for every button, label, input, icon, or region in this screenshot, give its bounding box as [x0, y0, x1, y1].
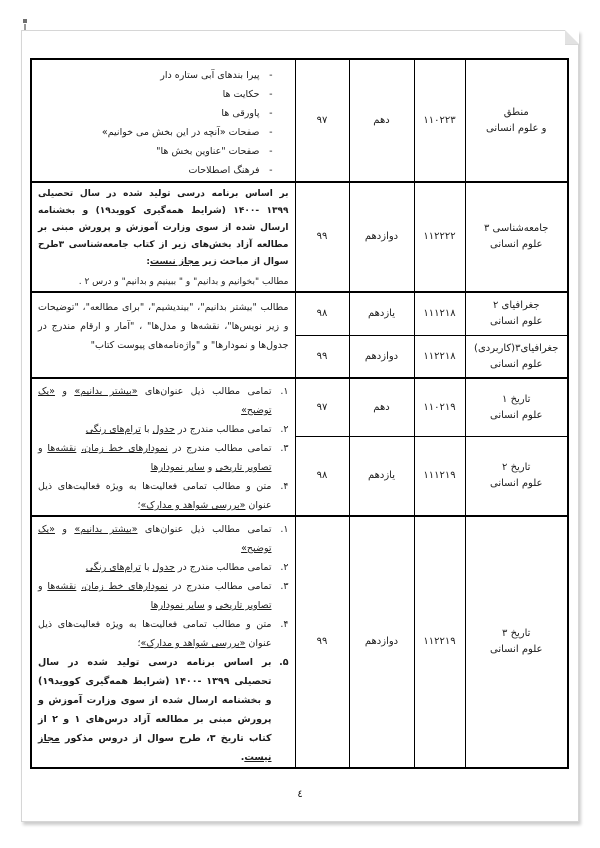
list-item-text: تمامی مطالب مندرج در جدول با ترام‌های رنگی	[85, 424, 272, 435]
list-item	[38, 615, 289, 653]
list-item-text: تمامی مطالب ذیل عنوان‌های «بیشتر بدانیم» و «یک توضیح»	[38, 386, 272, 416]
list-item-text: حکایت ها	[222, 89, 260, 100]
dash-bullet: -	[269, 146, 273, 157]
note-paragraph: مطالب "بخوانیم و بدانیم" و " ببینیم و بدانیم" و درس ۲ .	[78, 277, 289, 287]
table-row-history1	[31, 378, 568, 437]
item-number: ۱.	[280, 386, 289, 397]
dash-bullet: -	[269, 89, 273, 100]
dash-bullet: -	[269, 70, 273, 81]
subject-line: جغرافیای ۲	[492, 300, 540, 311]
content-cell	[31, 292, 295, 378]
list-item	[40, 161, 273, 180]
dash-bullet: -	[269, 165, 273, 176]
list-item-text: تمامی مطالب مندرج در نمودارهای خط زمان، نقشه‌ها و تصاویر تاریخی و سایر نمودارها	[38, 581, 272, 611]
page-number: ٤	[297, 789, 303, 800]
item-number: ۱.	[280, 524, 289, 535]
content-cell	[31, 516, 295, 768]
list-item	[40, 104, 273, 123]
list-item	[38, 420, 289, 439]
subject-line: تاریخ ۳	[502, 628, 531, 639]
list-item-text: بر اساس برنامه درسی تولید شده در سال تحصیلی ‭۱۴۰۰- ۱۳۹۹‬ (شرایط همه‌گیری کووید۱۹) و بخشنامه ارسال شده از سوی وزارت آموزش و پرورش مبنی بر مطالعه آزاد درس‌های ۱ و ۲ از کتاب تاریخ ۳، طرح سوال از دروس مذکور مجاز نیست.	[38, 657, 272, 763]
excluded-items-numbered-list	[38, 379, 289, 515]
item-number: ۳.	[280, 443, 289, 454]
list-item-text: صفحات «آنچه در این بخش می خوانیم»	[101, 127, 260, 138]
year-cell: ۹۷	[295, 378, 349, 437]
subject-line: علوم انسانی	[490, 409, 543, 421]
item-number: ۴.	[280, 619, 289, 630]
year-cell: ۹۸	[295, 292, 349, 336]
list-item	[38, 439, 289, 477]
document-page	[21, 30, 579, 822]
subject-line: علوم انسانی	[490, 316, 543, 327]
code-cell: ۱۱۲۲۱۸	[414, 336, 465, 379]
item-number: ۳.	[280, 581, 289, 592]
subject-cell	[465, 292, 568, 336]
code-cell: ۱۱۲۲۲۲	[414, 182, 465, 292]
list-item-text: تمامی مطالب مندرج در جدول با ترام‌های رنگی	[85, 562, 272, 573]
list-item	[38, 477, 289, 515]
excluded-items-numbered-list	[38, 517, 289, 767]
subject-line: علوم انسانی	[490, 644, 543, 655]
subject-line: جغرافیای۳(کاربردی)	[474, 342, 559, 354]
list-item-text: تمامی مطالب ذیل عنوان‌های «بیشتر بدانیم» و «یک توضیح»	[38, 524, 272, 554]
year-cell: ۹۹	[295, 516, 349, 768]
grade-cell: دوازدهم	[349, 516, 414, 768]
page-fold-corner-icon	[565, 30, 579, 45]
year-cell: ۹۹	[295, 182, 349, 292]
subject-cell	[465, 59, 568, 182]
list-item	[38, 577, 289, 615]
table-row-sociology	[31, 182, 568, 292]
content-cell	[31, 182, 295, 292]
subject-cell	[465, 182, 568, 292]
code-cell: ۱۱۲۲۱۹	[414, 516, 465, 768]
item-number: ۲.	[280, 424, 289, 435]
list-item-text: متن و مطالب تمامی فعالیت‌ها به ویژه فعالیت‌های ذیل عنوان «بررسی شواهد و مدارک»؛	[38, 619, 272, 649]
content-cell	[31, 378, 295, 516]
year-cell: ۹۷	[295, 59, 349, 182]
textbook-exclusions-table	[30, 58, 569, 769]
item-number: ۵.	[279, 657, 289, 668]
excluded-items-list	[38, 60, 289, 180]
subject-line: منطق	[503, 106, 529, 118]
list-item-text: تمامی مطالب مندرج در نمودارهای خط زمان، نقشه‌ها و تصاویر تاریخی و سایر نمودارها	[38, 443, 272, 473]
note-paragraph: مطالب "بیشتر بدانیم"، "بیندیشیم"، "برای مطالعه"، "توضیحات و زیر نویس‌ها"، نقشه‌ها و مدل‌ها" ، "آمار و ارقام مندرج در جدول‌ها و نمودارها" و "واژه‌نامه‌های پیوست کتاب"	[38, 302, 289, 351]
list-item	[40, 66, 273, 85]
list-item-text: پاورقی ها	[221, 108, 260, 119]
dash-bullet: -	[269, 108, 273, 119]
year-cell: ۹۸	[295, 437, 349, 516]
subject-cell	[465, 336, 568, 379]
subject-line: و علوم انسانی	[486, 122, 547, 134]
table-row-history3	[31, 516, 568, 768]
subject-line: علوم انسانی	[490, 358, 543, 370]
subject-line: تاریخ ۱	[502, 393, 531, 405]
table-row-logic	[31, 59, 568, 182]
list-item	[40, 123, 273, 142]
grade-cell: دهم	[349, 378, 414, 437]
code-cell: ۱۱۰۲۲۳	[414, 59, 465, 182]
grade-cell: دوازدهم	[349, 182, 414, 292]
list-item-text: فرهنگ اصطلاحات	[188, 165, 260, 176]
item-number: ۴.	[280, 481, 289, 492]
subject-cell	[465, 437, 568, 516]
list-item	[40, 142, 273, 161]
list-item	[38, 382, 289, 420]
grade-cell: یازدهم	[349, 437, 414, 516]
content-cell	[31, 59, 295, 182]
grade-cell: دوازدهم	[349, 336, 414, 379]
list-item-text: پیرا بندهای آبی ستاره دار	[160, 70, 260, 81]
list-item-text: متن و مطالب تمامی فعالیت‌ها به ویژه فعالیت‌های ذیل عنوان «بررسی شواهد و مدارک»؛	[38, 481, 272, 511]
code-cell: ۱۱۱۲۱۸	[414, 292, 465, 336]
subject-cell	[465, 516, 568, 768]
code-cell: ۱۱۰۲۱۹	[414, 378, 465, 437]
grade-cell: یازدهم	[349, 292, 414, 336]
list-item-text: صفحات "عناوین بخش ها"	[156, 146, 260, 157]
subject-cell	[465, 378, 568, 437]
year-cell: ۹۹	[295, 336, 349, 379]
item-number: ۲.	[280, 562, 289, 573]
table-row-geography2	[31, 292, 568, 336]
list-item	[38, 520, 289, 558]
list-item	[38, 653, 289, 767]
subject-line: جامعه‌شناسی ۳	[484, 223, 549, 234]
note-paragraph: بر اساس برنامه درسی تولید شده در سال تحصیلی ‭۱۴۰۰- ۱۳۹۹‬ (شرایط همه‌گیری کووید۱۹) و بخشنامه ارسال شده از سوی وزارت آموزش و پرورش مبنی بر مطالعه آزاد بخش‌های زیر از کتاب جامعه‌شناسی ۳طرح سوال از مباحث زیر مجاز نیست:	[38, 189, 289, 267]
grade-cell: دهم	[349, 59, 414, 182]
subject-line: تاریخ ۲	[502, 462, 531, 474]
list-item	[38, 558, 289, 577]
code-cell: ۱۱۱۲۱۹	[414, 437, 465, 516]
subject-line: علوم انسانی	[490, 239, 543, 250]
list-item	[40, 85, 273, 104]
subject-line: علوم انسانی	[490, 478, 543, 490]
dash-bullet: -	[269, 127, 273, 138]
